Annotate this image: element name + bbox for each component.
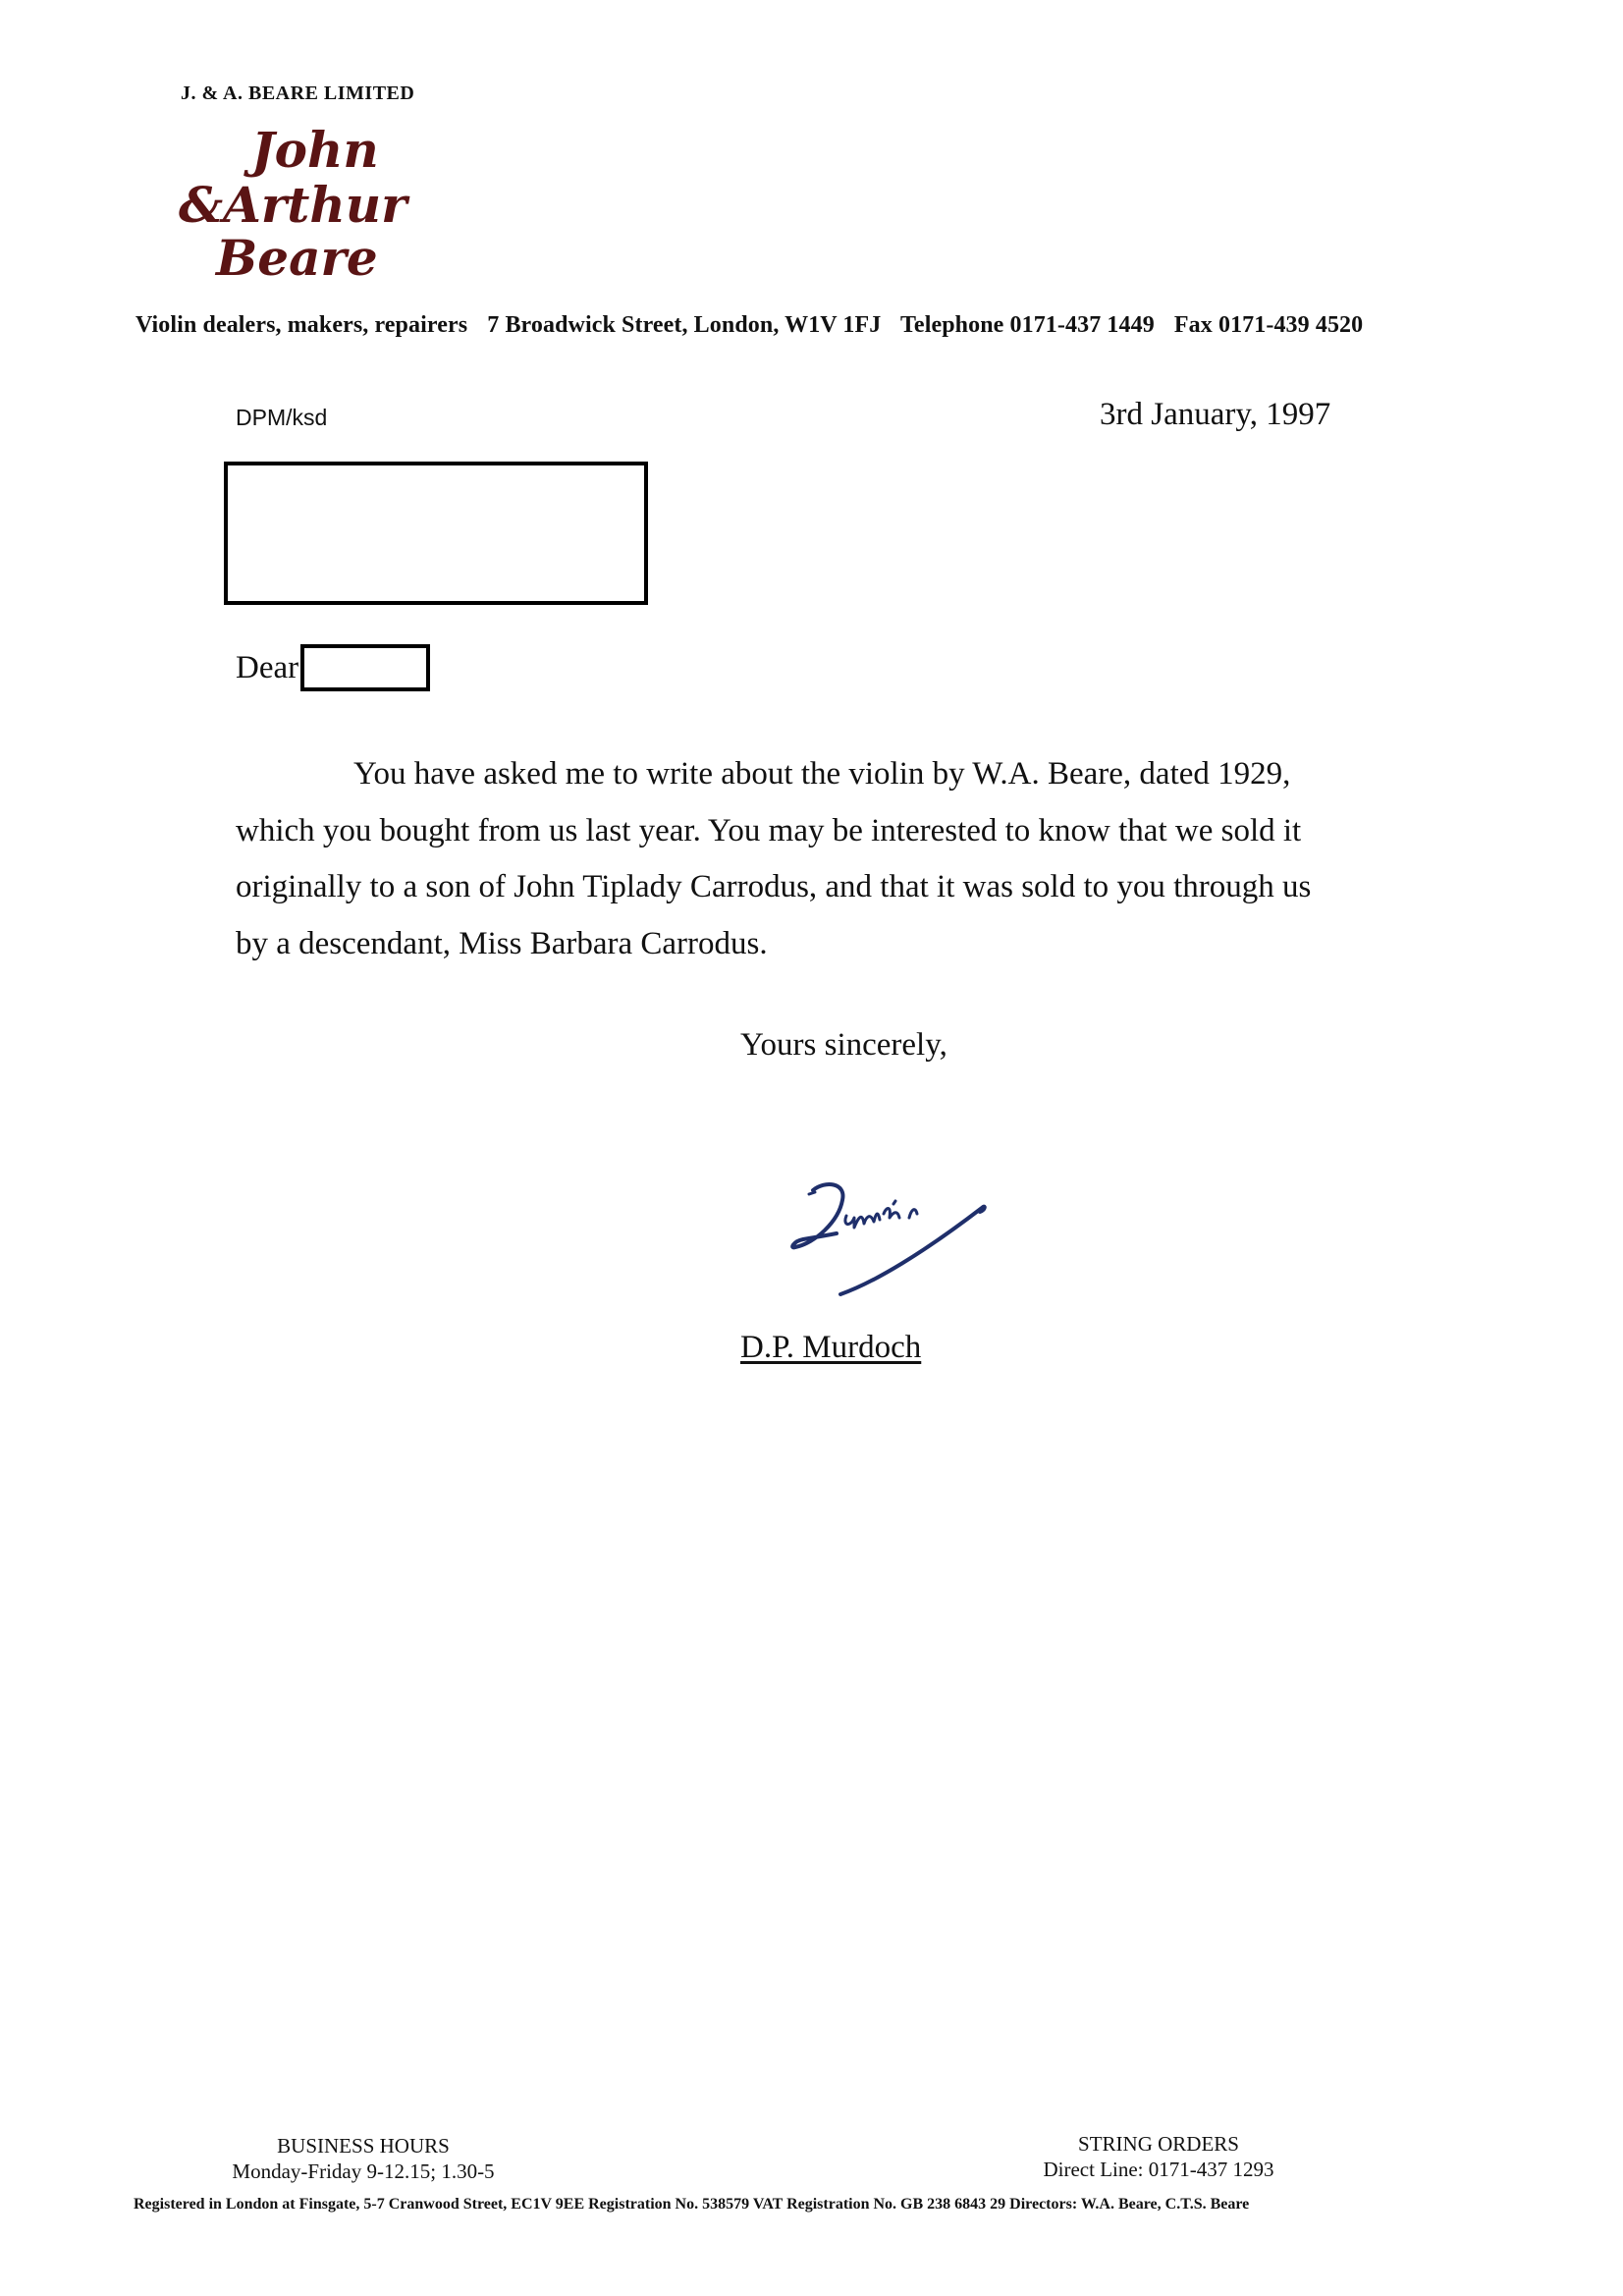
string-orders-title: STRING ORDERS (1078, 2132, 1239, 2156)
business-hours (187, 2133, 540, 2184)
signature-drawing (785, 1175, 1001, 1302)
logo-line-arthur: &Arthur (179, 176, 407, 234)
handwritten-signature (785, 1175, 1001, 1302)
logo-line-john: John (251, 121, 379, 179)
reference-code: DPM/ksd (236, 405, 328, 430)
redacted-recipient-name (300, 644, 430, 691)
redacted-recipient-address (224, 462, 648, 605)
letter-body: You have asked me to write about the violin by W.A. Beare, dated 1929, which you bought from us last year. You may be interested to know that we sold it originally to a son of John Tiplady Carrodus, and that it was sold to you through us by a descendant, Miss Barbara Carrodus. (236, 756, 1312, 961)
business-telephone: Telephone 0171-437 1449 (900, 312, 1155, 338)
signatory-name: D.P. Murdoch (740, 1330, 922, 1365)
salutation-text: Dear (236, 649, 299, 685)
registration-details: Registered in London at Finsgate, 5-7 Cranwood Street, EC1V 9EE Registration No. 538579 VAT Registration No. GB 238 6843 29 Directors: W.A. Beare, C.T.S. Beare (134, 2196, 1250, 2213)
company-name: J. & A. BEARE LIMITED (181, 82, 415, 104)
business-address: 7 Broadwick Street, London, W1V 1FJ (487, 312, 882, 338)
business-hours-title: BUSINESS HOURS (277, 2134, 450, 2158)
salutation (236, 644, 430, 691)
string-orders-value: Direct Line: 0171-437 1293 (1043, 2158, 1274, 2181)
letter-date: 3rd January, 1997 (1100, 397, 1331, 432)
logo-line-beare: Beare (216, 229, 378, 287)
business-hours-value: Monday-Friday 9-12.15; 1.30-5 (232, 2159, 495, 2183)
string-orders (982, 2131, 1335, 2182)
business-fax: Fax 0171-439 4520 (1173, 312, 1364, 338)
closing: Yours sincerely, (740, 1027, 947, 1063)
company-logo (177, 121, 452, 298)
business-tagline: Violin dealers, makers, repairers (135, 312, 468, 338)
letterhead-contact-line (135, 312, 1530, 339)
